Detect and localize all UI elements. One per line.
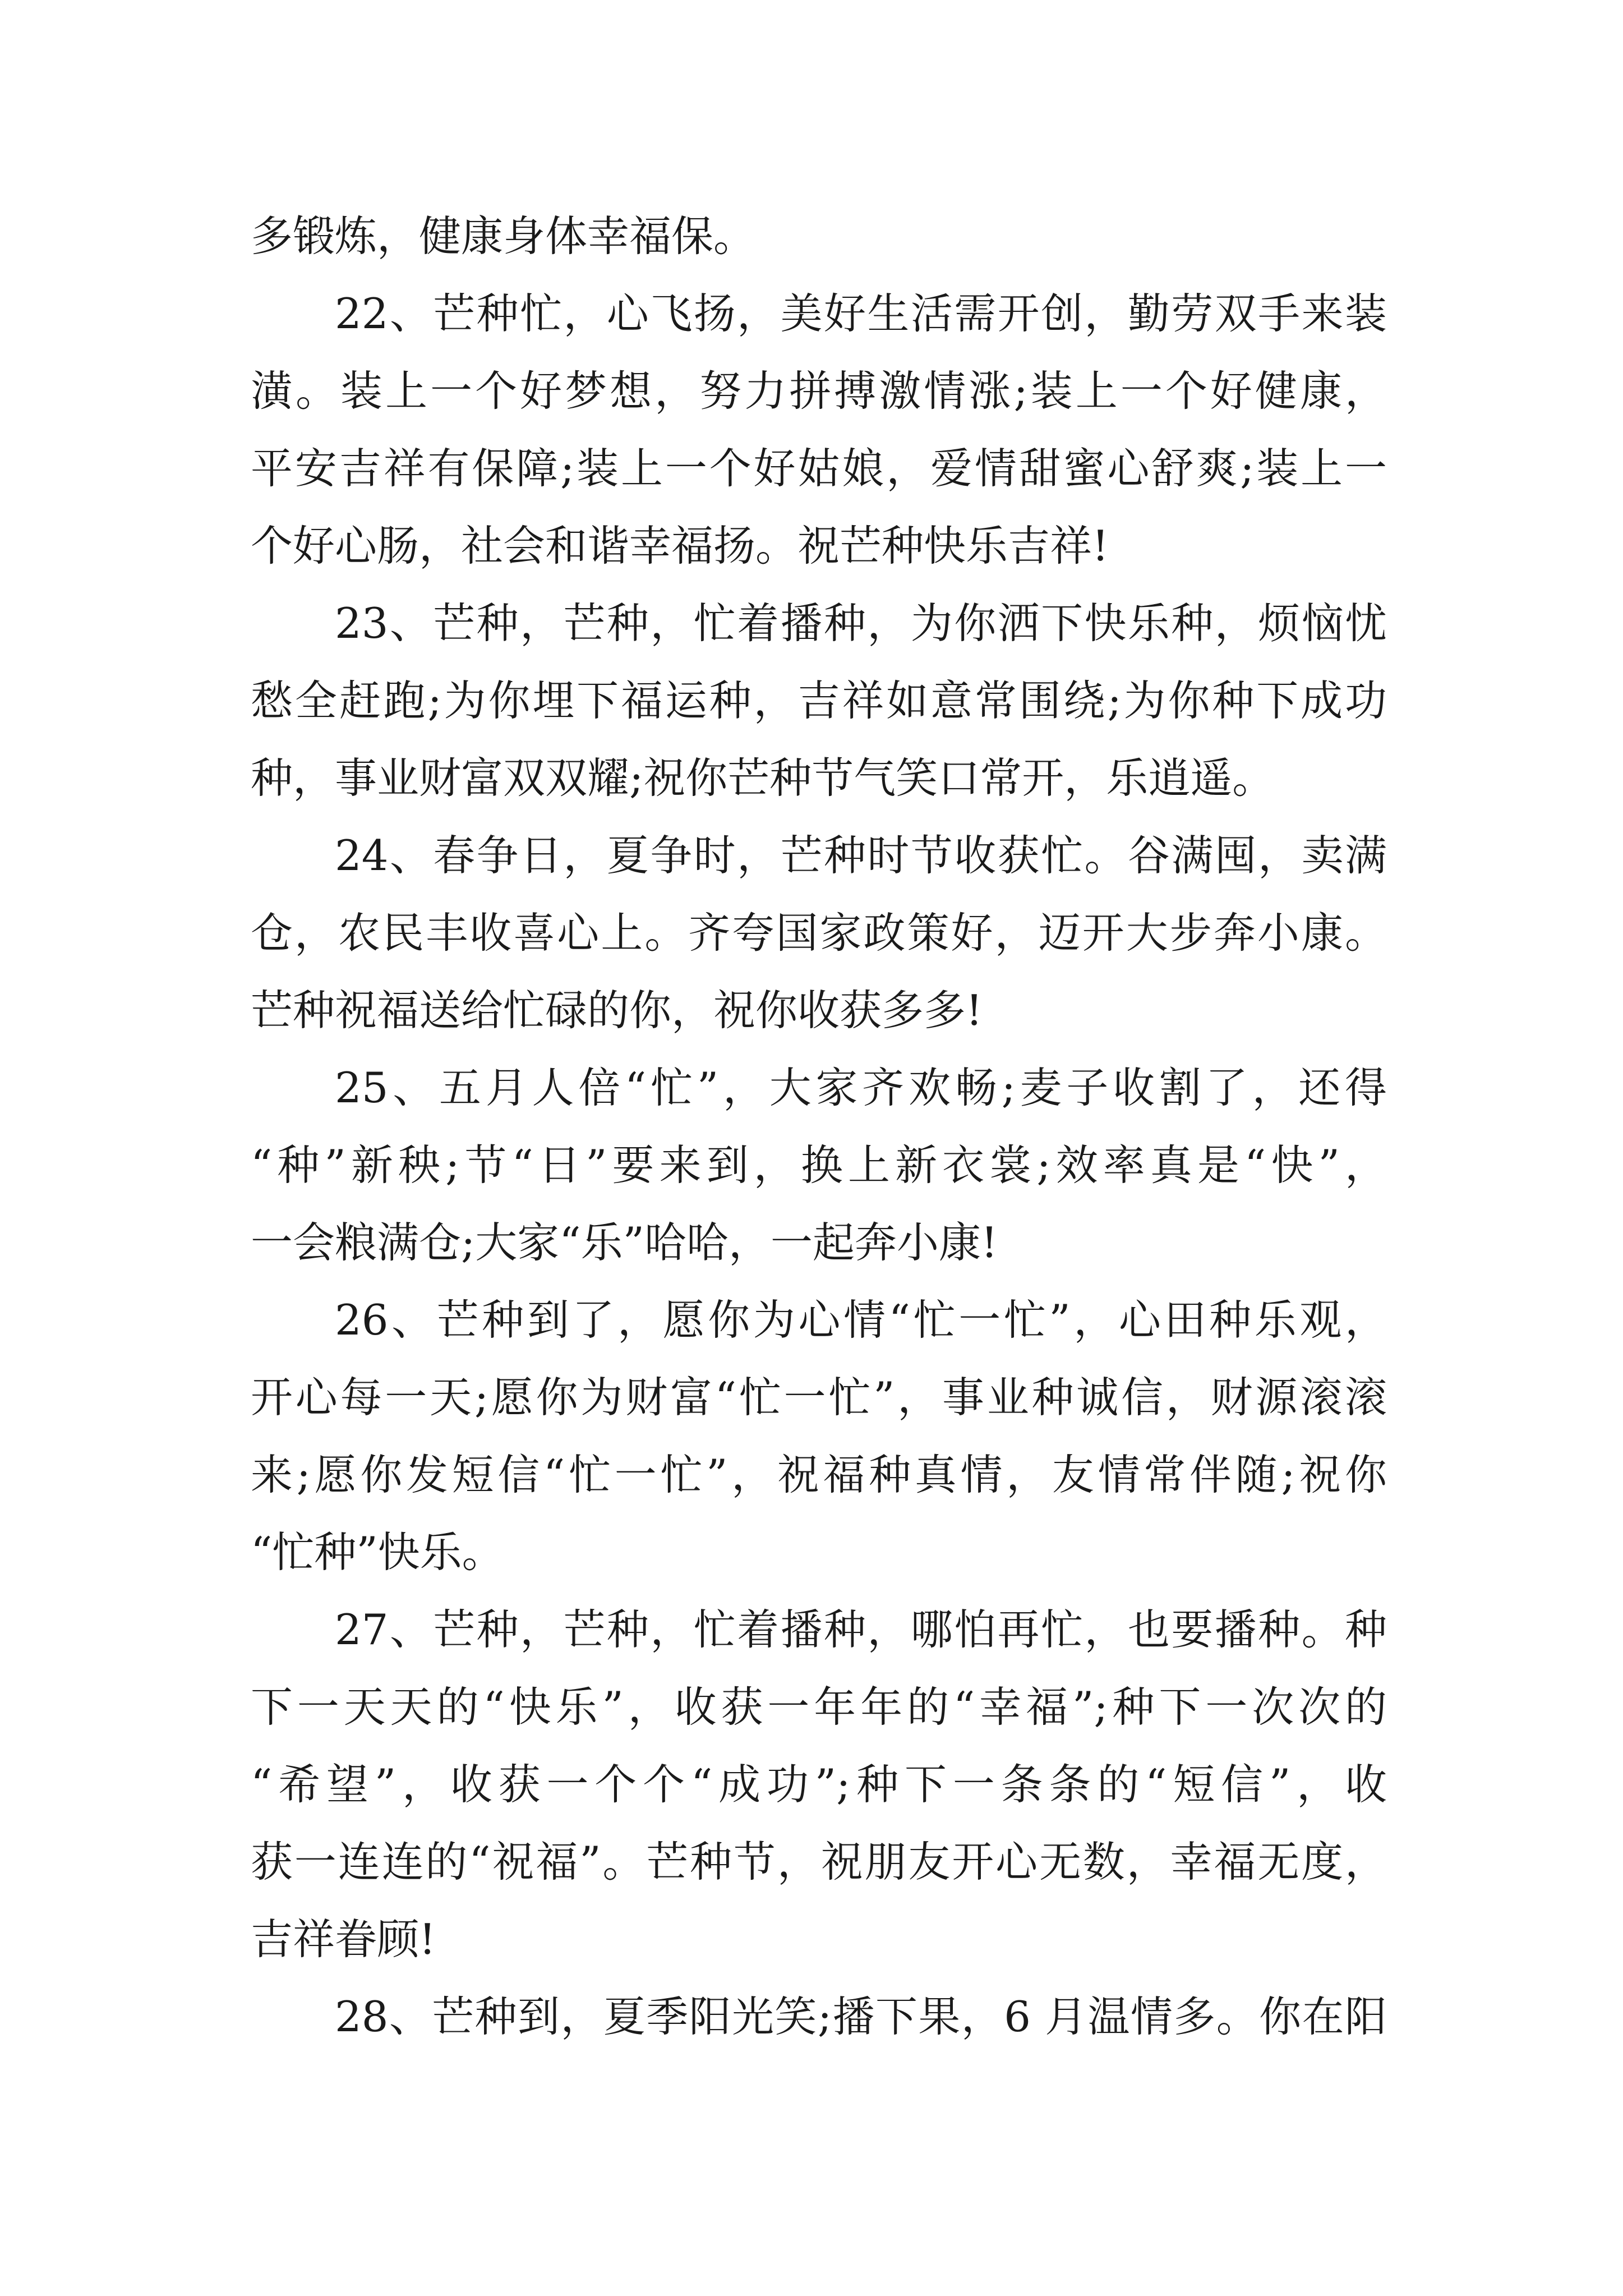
text-line: 开心每一天;愿你为财富“忙一忙”，事业种诚信，财源滚滚: [251, 1373, 1387, 1422]
paragraph-27: [251, 1591, 1387, 1978]
text-line: 26、芒种到了，愿你为心情“忙一忙”，心田种乐观，: [335, 1295, 1387, 1345]
paragraph-22: [251, 275, 1387, 585]
text-line: 潢。装上一个好梦想，努力拼搏激情涨;装上一个好健康，: [251, 366, 1387, 416]
text-line: 吉祥眷顾!: [251, 1915, 436, 1964]
text-line: “忙种”快乐。: [251, 1527, 504, 1577]
text-line: 仓，农民丰收喜心上。齐夸国家政策好，迈开大步奔小康。: [251, 908, 1387, 958]
text-line: 芒种祝福送给忙碌的你，祝你收获多多!: [251, 986, 983, 1035]
text-line: “希望”，收获一个个“成功”;种下一条条的“短信”，收: [251, 1760, 1387, 1809]
text-line: 25、五月人倍“忙”，大家齐欢畅;麦子收割了，还得: [335, 1063, 1387, 1112]
paragraph-25: [251, 1049, 1387, 1281]
text-line: 愁全赶跑;为你埋下福运种，吉祥如意常围绕;为你种下成功: [251, 676, 1387, 725]
text-line: 种，事业财富双双耀;祝你芒种节气笑口常开，乐逍遥。: [251, 753, 1275, 803]
paragraph-24: [251, 817, 1387, 1049]
paragraph-23: [251, 585, 1387, 817]
text-line: 多锻炼，健康身体幸福保。: [251, 211, 756, 261]
paragraph: [251, 197, 1387, 275]
text-line: 个好心肠，社会和谐幸福扬。祝芒种快乐吉祥!: [251, 521, 1109, 570]
text-line: 24、春争日，夏争时，芒种时节收获忙。谷满囤，卖满: [335, 831, 1387, 880]
text-line: 一会粮满仓;大家“乐”哈哈，一起奔小康!: [251, 1218, 998, 1267]
text-line: “种”新秧;节“日”要来到，换上新衣裳;效率真是“快”，: [251, 1140, 1387, 1190]
paragraph-28: [251, 1978, 1387, 2055]
text-line: 平安吉祥有保障;装上一个好姑娘，爱情甜蜜心舒爽;装上一: [251, 444, 1387, 493]
document-body: [251, 197, 1387, 2055]
text-line: 获一连连的“祝福”。芒种节，祝朋友开心无数，幸福无度，: [251, 1837, 1387, 1887]
text-line: 22、芒种忙，心飞扬，美好生活需开创，勤劳双手来装: [335, 289, 1387, 338]
text-line: 来;愿你发短信“忙一忙”，祝福种真情，友情常伴随;祝你: [251, 1450, 1387, 1499]
text-line: 27、芒种，芒种，忙着播种，哪怕再忙，也要播种。种: [335, 1605, 1387, 1654]
paragraph-26: [251, 1281, 1387, 1591]
text-line: 28、芒种到，夏季阳光笑;播下果，6 月温情多。你在阳: [335, 1992, 1387, 2041]
text-line: 23、芒种，芒种，忙着播种，为你洒下快乐种，烦恼忧: [335, 599, 1387, 648]
text-line: 下一天天的“快乐”，收获一年年的“幸福”;种下一次次的: [251, 1682, 1387, 1732]
